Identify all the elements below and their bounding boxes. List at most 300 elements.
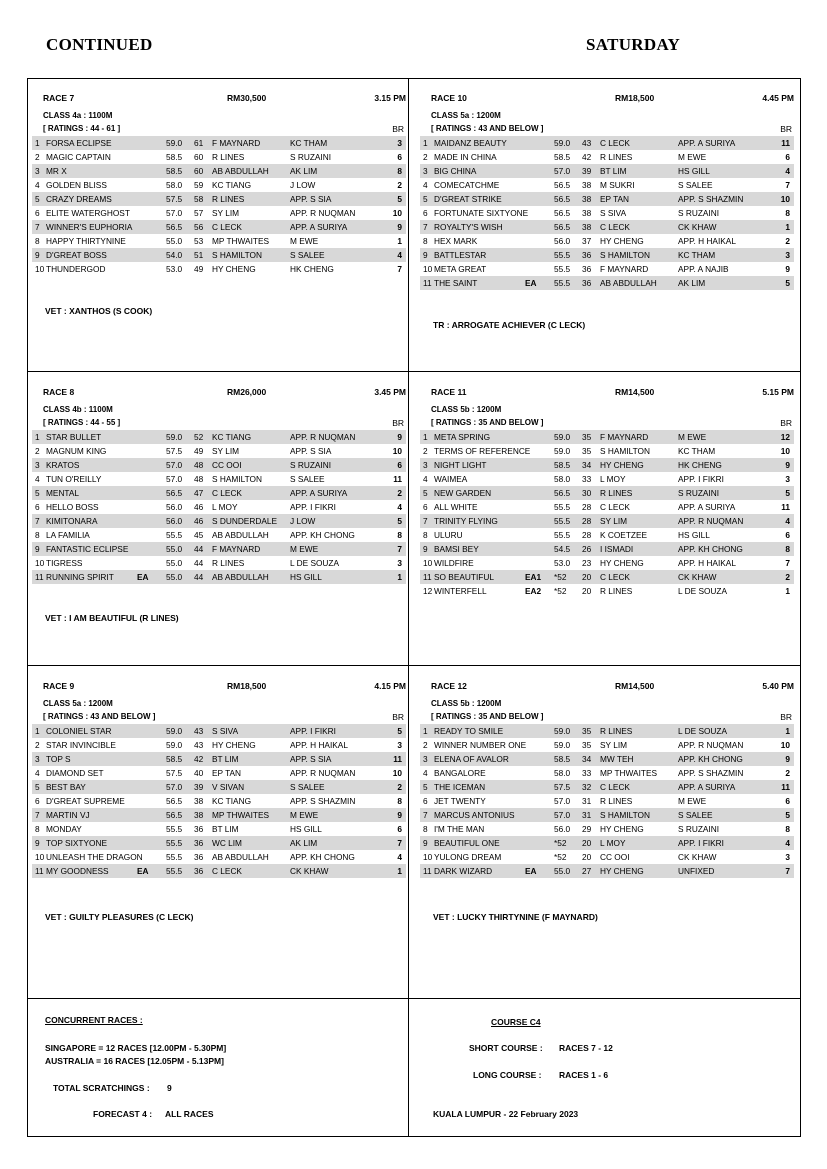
race-class: CLASS 5b : 1200M — [431, 405, 502, 414]
race-purse: RM14,500 — [615, 387, 655, 397]
barrier: 3 — [785, 852, 790, 862]
rating: 46 — [194, 516, 204, 526]
weight: 59.0 — [554, 446, 571, 456]
concurrent-singapore: SINGAPORE = 12 RACES [12.00PM - 5.30PM] — [45, 1043, 227, 1053]
trainer: APP. A SURIYA — [290, 488, 348, 498]
race-ratings: [ RATINGS : 44 - 61 ] — [43, 124, 121, 133]
trainer: APP. R NUQMAN — [678, 740, 744, 750]
weight: 57.0 — [554, 796, 571, 806]
race-time: 4.45 PM — [762, 93, 794, 103]
runner-row — [420, 192, 794, 206]
course-title: COURSE C4 — [491, 1017, 541, 1027]
runner-number: 2 — [35, 740, 40, 750]
runner-number: 6 — [423, 502, 428, 512]
jockey: R LINES — [212, 152, 245, 162]
jockey: C LECK — [212, 488, 242, 498]
trainer: APP. I FIKRI — [290, 726, 336, 736]
runner-row — [32, 738, 406, 752]
horse-name: WINTERFELL — [434, 586, 487, 596]
trainer: APP. R NUQMAN — [290, 208, 356, 218]
horse-name: DIAMOND SET — [46, 768, 104, 778]
barrier: 8 — [785, 208, 790, 218]
long-course-label: LONG COURSE : — [473, 1070, 542, 1080]
jockey: S HAMILTON — [600, 250, 650, 260]
runner-number: 11 — [423, 572, 432, 582]
runner-number: 2 — [423, 152, 428, 162]
runner-row — [32, 570, 406, 584]
runner-number: 11 — [423, 278, 432, 288]
rating: 32 — [582, 782, 592, 792]
trainer: APP. I FIKRI — [678, 474, 724, 484]
horse-name: FANTASTIC ECLIPSE — [46, 544, 129, 554]
runner-number: 7 — [35, 222, 40, 232]
horse-name: LA FAMILIA — [46, 530, 90, 540]
horse-name: MY GOODNESS — [46, 866, 109, 876]
weight: 54.5 — [554, 544, 571, 554]
rating: 36 — [582, 264, 592, 274]
race-name: RACE 10 — [431, 93, 467, 103]
rating: 36 — [582, 278, 592, 288]
barrier: 9 — [785, 460, 790, 470]
runner-row — [420, 150, 794, 164]
runner-number: 2 — [423, 740, 428, 750]
row-divider-1 — [27, 371, 801, 372]
horse-name: MONDAY — [46, 824, 82, 834]
runner-row — [420, 766, 794, 780]
jockey: L MOY — [600, 474, 626, 484]
rating: 23 — [582, 558, 592, 568]
trainer: APP. S SHAZMIN — [678, 194, 744, 204]
barrier: 5 — [397, 194, 402, 204]
runner-number: 10 — [423, 852, 433, 862]
horse-name: WAIMEA — [434, 474, 468, 484]
race-time: 5.15 PM — [762, 387, 794, 397]
place-date: KUALA LUMPUR - 22 February 2023 — [433, 1109, 579, 1119]
jockey: L MOY — [212, 502, 238, 512]
runner-number: 3 — [35, 166, 40, 176]
rating: 36 — [194, 838, 204, 848]
horse-name: DARK WIZARD — [434, 866, 493, 876]
trainer: APP. S SIA — [290, 194, 332, 204]
weight: 58.0 — [554, 768, 571, 778]
short-course-value: RACES 7 - 12 — [559, 1043, 613, 1053]
runner-row — [32, 234, 406, 248]
weight: 56.5 — [554, 208, 571, 218]
runner-row — [420, 542, 794, 556]
barrier: 11 — [393, 754, 402, 764]
barrier: 8 — [785, 824, 790, 834]
jockey: WC LIM — [212, 838, 242, 848]
jockey: R LINES — [600, 796, 633, 806]
trainer: APP. KH CHONG — [290, 530, 355, 540]
runner-number: 10 — [35, 558, 45, 568]
runner-number: 3 — [35, 460, 40, 470]
race-name: RACE 12 — [431, 681, 467, 691]
trainer: J LOW — [290, 180, 316, 190]
weight: *52 — [554, 838, 567, 848]
jockey: C LECK — [600, 138, 630, 148]
rating: 43 — [194, 726, 204, 736]
race-10-note: TR : ARROGATE ACHIEVER (C LECK) — [433, 320, 586, 330]
jockey: SY LIM — [212, 446, 240, 456]
race-ratings-row — [420, 122, 794, 136]
weight: 59.0 — [554, 740, 571, 750]
rating: 38 — [582, 194, 592, 204]
runner-row — [420, 724, 794, 738]
barrier: 4 — [397, 852, 402, 862]
runner-row — [32, 724, 406, 738]
runner-row — [420, 472, 794, 486]
horse-name: BEAUTIFUL ONE — [434, 838, 500, 848]
rating: 35 — [582, 446, 592, 456]
runner-number: 7 — [35, 810, 40, 820]
barrier-header: BR — [392, 712, 404, 722]
rating: 35 — [582, 740, 592, 750]
trainer: APP. I FIKRI — [678, 838, 724, 848]
weight: *52 — [554, 852, 567, 862]
rating: 28 — [582, 502, 592, 512]
jockey: AB ABDULLAH — [212, 852, 269, 862]
jockey: SY LIM — [600, 740, 628, 750]
runner-number: 8 — [35, 824, 40, 834]
weight: 57.0 — [166, 460, 183, 470]
jockey: C LECK — [600, 782, 630, 792]
jockey: HY CHENG — [600, 460, 644, 470]
runner-row — [32, 458, 406, 472]
barrier: 7 — [397, 264, 402, 274]
horse-name: META GREAT — [434, 264, 487, 274]
runner-row — [420, 570, 794, 584]
race-purse: RM18,500 — [615, 93, 655, 103]
rating: 49 — [194, 264, 204, 274]
horse-name: TIGRESS — [46, 558, 83, 568]
barrier: 1 — [397, 572, 402, 582]
trainer: CK KHAW — [290, 866, 329, 876]
weight: 56.0 — [554, 824, 571, 834]
horse-name: STAR BULLET — [46, 432, 102, 442]
horse-name: WINNER'S EUPHORIA — [46, 222, 133, 232]
runner-number: 10 — [423, 264, 433, 274]
weight: 57.0 — [166, 208, 183, 218]
barrier: 2 — [785, 236, 790, 246]
runner-row — [32, 794, 406, 808]
runner-row — [420, 262, 794, 276]
jockey: HY CHENG — [600, 866, 644, 876]
runner-number: 9 — [35, 250, 40, 260]
weight: 56.5 — [166, 222, 183, 232]
rating: 36 — [194, 852, 204, 862]
barrier: 3 — [397, 138, 402, 148]
trainer: HK CHENG — [290, 264, 334, 274]
runner-row — [420, 808, 794, 822]
runner-number: 1 — [423, 726, 428, 736]
race-time: 3.15 PM — [374, 93, 406, 103]
barrier: 2 — [785, 572, 790, 582]
runner-row — [420, 430, 794, 444]
weight: 57.5 — [166, 768, 183, 778]
jockey: EP TAN — [600, 194, 630, 204]
barrier: 8 — [397, 530, 402, 540]
trainer: APP. A SURIYA — [678, 782, 736, 792]
horse-name: THUNDERGOD — [46, 264, 106, 274]
runner-number: 1 — [423, 138, 428, 148]
jockey: S HAMILTON — [212, 250, 262, 260]
runner-number: 10 — [35, 852, 45, 862]
runner-row — [420, 234, 794, 248]
rating: 53 — [194, 236, 204, 246]
barrier: 12 — [780, 432, 790, 442]
runner-row — [32, 444, 406, 458]
barrier: 11 — [781, 502, 790, 512]
jockey: BT LIM — [212, 754, 239, 764]
race-title-row — [420, 93, 794, 107]
horse-name: MAGNUM KING — [46, 446, 107, 456]
jockey: R LINES — [600, 152, 633, 162]
rating: 34 — [582, 460, 592, 470]
horse-name: ROYALTY'S WISH — [434, 222, 503, 232]
runner-row — [420, 556, 794, 570]
rating: 33 — [582, 768, 592, 778]
jockey: SY LIM — [600, 516, 628, 526]
weight: 59.0 — [554, 432, 571, 442]
trainer: APP. S SIA — [290, 446, 332, 456]
runner-number: 6 — [423, 796, 428, 806]
horse-name: ELENA OF AVALOR — [434, 754, 509, 764]
runner-number: 7 — [423, 222, 428, 232]
runner-row — [420, 514, 794, 528]
jockey: F MAYNARD — [600, 432, 649, 442]
weight: 58.5 — [554, 152, 571, 162]
trainer: APP. H HAIKAL — [678, 558, 736, 568]
runner-number: 4 — [423, 180, 428, 190]
race-purse: RM18,500 — [227, 681, 267, 691]
race-name: RACE 8 — [43, 387, 75, 397]
barrier: 6 — [785, 530, 790, 540]
jockey: AB ABDULLAH — [212, 530, 269, 540]
rating: 45 — [194, 530, 204, 540]
rating: 44 — [194, 544, 204, 554]
horse-name: D'GREAT BOSS — [46, 250, 107, 260]
jockey: M SUKRI — [600, 180, 635, 190]
horse-name: CRAZY DREAMS — [46, 194, 112, 204]
runner-number: 8 — [35, 530, 40, 540]
runner-row — [32, 556, 406, 570]
horse-name: KRATOS — [46, 460, 80, 470]
horse-name: NIGHT LIGHT — [434, 460, 487, 470]
runner-row — [420, 458, 794, 472]
runner-row — [420, 164, 794, 178]
runner-row — [32, 752, 406, 766]
race-ratings: [ RATINGS : 35 AND BELOW ] — [431, 418, 544, 427]
race-7-note: VET : XANTHOS (S COOK) — [45, 306, 153, 316]
weight: 58.5 — [166, 152, 183, 162]
trainer: CK KHAW — [678, 572, 717, 582]
trainer: APP. S SHAZMIN — [290, 796, 356, 806]
weight: 55.0 — [166, 544, 183, 554]
horse-name: SO BEAUTIFUL — [434, 572, 494, 582]
runner-row — [420, 584, 794, 598]
runner-row — [420, 822, 794, 836]
trainer: M EWE — [290, 236, 319, 246]
trainer: APP. S SIA — [290, 754, 332, 764]
jockey: MP THWAITES — [212, 236, 270, 246]
horse-name: FORSA ECLIPSE — [46, 138, 112, 148]
runner-row — [420, 836, 794, 850]
runner-number: 2 — [423, 446, 428, 456]
runner-list — [420, 430, 794, 598]
rating: 38 — [194, 810, 204, 820]
trainer: KC THAM — [678, 250, 716, 260]
runner-row — [420, 206, 794, 220]
runner-number: 3 — [423, 166, 428, 176]
runner-row — [420, 864, 794, 878]
jockey: HY CHENG — [600, 824, 644, 834]
race-purse: RM30,500 — [227, 93, 267, 103]
trainer: APP. KH CHONG — [290, 852, 355, 862]
runner-row — [32, 864, 406, 878]
weight: 58.5 — [554, 460, 571, 470]
runner-number: 8 — [423, 824, 428, 834]
jockey: F MAYNARD — [212, 138, 261, 148]
rating: 20 — [582, 838, 592, 848]
trainer: M EWE — [678, 152, 707, 162]
jockey: AB ABDULLAH — [212, 166, 269, 176]
rating: 31 — [582, 810, 592, 820]
weight: 57.0 — [166, 474, 183, 484]
trainer: AK LIM — [290, 838, 318, 848]
trainer: L DE SOUZA — [678, 726, 728, 736]
weight: 58.0 — [166, 180, 183, 190]
runner-number: 4 — [35, 474, 40, 484]
horse-name: MENTAL — [46, 488, 80, 498]
runner-number: 3 — [35, 754, 40, 764]
barrier: 2 — [397, 180, 402, 190]
runner-row — [32, 430, 406, 444]
weight: 53.0 — [166, 264, 183, 274]
horse-name: META SPRING — [434, 432, 491, 442]
runner-row — [32, 850, 406, 864]
runner-number: 11 — [423, 866, 432, 876]
rating: 44 — [194, 558, 204, 568]
weight: 57.0 — [554, 166, 571, 176]
trainer: APP. A SURIYA — [678, 502, 736, 512]
total-scratchings-value: 9 — [167, 1083, 172, 1093]
horse-name: MARCUS ANTONIUS — [434, 810, 515, 820]
barrier: 1 — [785, 726, 790, 736]
horse-name: ULURU — [434, 530, 463, 540]
runner-number: 7 — [423, 516, 428, 526]
trainer: S SALEE — [678, 180, 713, 190]
barrier: 7 — [785, 866, 790, 876]
rating: 60 — [194, 152, 204, 162]
runner-row — [420, 500, 794, 514]
runner-row — [32, 206, 406, 220]
race-class: CLASS 5a : 1200M — [431, 111, 501, 120]
runner-number: 6 — [35, 208, 40, 218]
barrier: 6 — [785, 152, 790, 162]
runner-row — [32, 808, 406, 822]
race-title-row — [420, 387, 794, 401]
weight: *52 — [554, 572, 567, 582]
trainer: M EWE — [290, 544, 319, 554]
weight: 55.5 — [554, 530, 571, 540]
weight: 57.5 — [166, 194, 183, 204]
rating: 34 — [582, 754, 592, 764]
rating: 52 — [194, 432, 204, 442]
weight: 56.0 — [166, 502, 183, 512]
runner-number: 4 — [423, 474, 428, 484]
runner-number: 1 — [423, 432, 428, 442]
rating: 48 — [194, 474, 204, 484]
barrier: 9 — [785, 754, 790, 764]
jockey: MP THWAITES — [600, 768, 658, 778]
row-divider-2 — [27, 665, 801, 666]
barrier: 10 — [780, 446, 790, 456]
rating: 43 — [582, 138, 592, 148]
rating: 47 — [194, 488, 204, 498]
trainer: M EWE — [290, 810, 319, 820]
weight: 55.5 — [554, 516, 571, 526]
weight: 56.0 — [554, 236, 571, 246]
rating: 30 — [582, 488, 592, 498]
runner-number: 6 — [35, 796, 40, 806]
horse-name: JET TWENTY — [434, 796, 486, 806]
runner-row — [32, 780, 406, 794]
runner-number: 1 — [35, 432, 40, 442]
runner-row — [420, 136, 794, 150]
weight: 55.5 — [166, 824, 183, 834]
rating: 44 — [194, 572, 204, 582]
short-course-label: SHORT COURSE : — [469, 1043, 543, 1053]
race-ratings-row — [32, 710, 406, 724]
runner-number: 9 — [423, 544, 428, 554]
horse-name: D'GREAT SUPREME — [46, 796, 125, 806]
horse-name: COMECATCHME — [434, 180, 500, 190]
barrier: 4 — [785, 516, 790, 526]
runner-list — [32, 136, 406, 276]
runner-number: 4 — [35, 180, 40, 190]
runner-number: 5 — [423, 194, 428, 204]
trainer: S RUZAINI — [678, 208, 720, 218]
trainer: S SALEE — [290, 250, 325, 260]
horse-name: D'GREAT STRIKE — [434, 194, 502, 204]
barrier: 10 — [780, 194, 790, 204]
barrier: 5 — [397, 516, 402, 526]
race-ratings: [ RATINGS : 43 AND BELOW ] — [43, 712, 156, 721]
trainer: CK KHAW — [678, 852, 717, 862]
race-ratings: [ RATINGS : 35 AND BELOW ] — [431, 712, 544, 721]
weight: 57.0 — [554, 810, 571, 820]
horse-name: MARTIN VJ — [46, 810, 90, 820]
trainer: APP. A SURIYA — [678, 138, 736, 148]
trainer: APP. I FIKRI — [290, 502, 336, 512]
horse-name: WILDFIRE — [434, 558, 474, 568]
weight: 55.5 — [166, 866, 183, 876]
barrier: 6 — [785, 796, 790, 806]
weight: 55.0 — [166, 236, 183, 246]
runner-number: 5 — [423, 488, 428, 498]
jockey: MW TEH — [600, 754, 634, 764]
trainer: APP. R NUQMAN — [290, 432, 356, 442]
weight: 55.0 — [166, 558, 183, 568]
barrier: 11 — [781, 138, 790, 148]
trainer: APP. H HAIKAL — [290, 740, 348, 750]
jockey: R LINES — [212, 558, 245, 568]
jockey: MP THWAITES — [212, 810, 270, 820]
race-class: CLASS 4a : 1100M — [43, 111, 113, 120]
barrier: 3 — [397, 558, 402, 568]
runner-number: 12 — [423, 586, 433, 596]
